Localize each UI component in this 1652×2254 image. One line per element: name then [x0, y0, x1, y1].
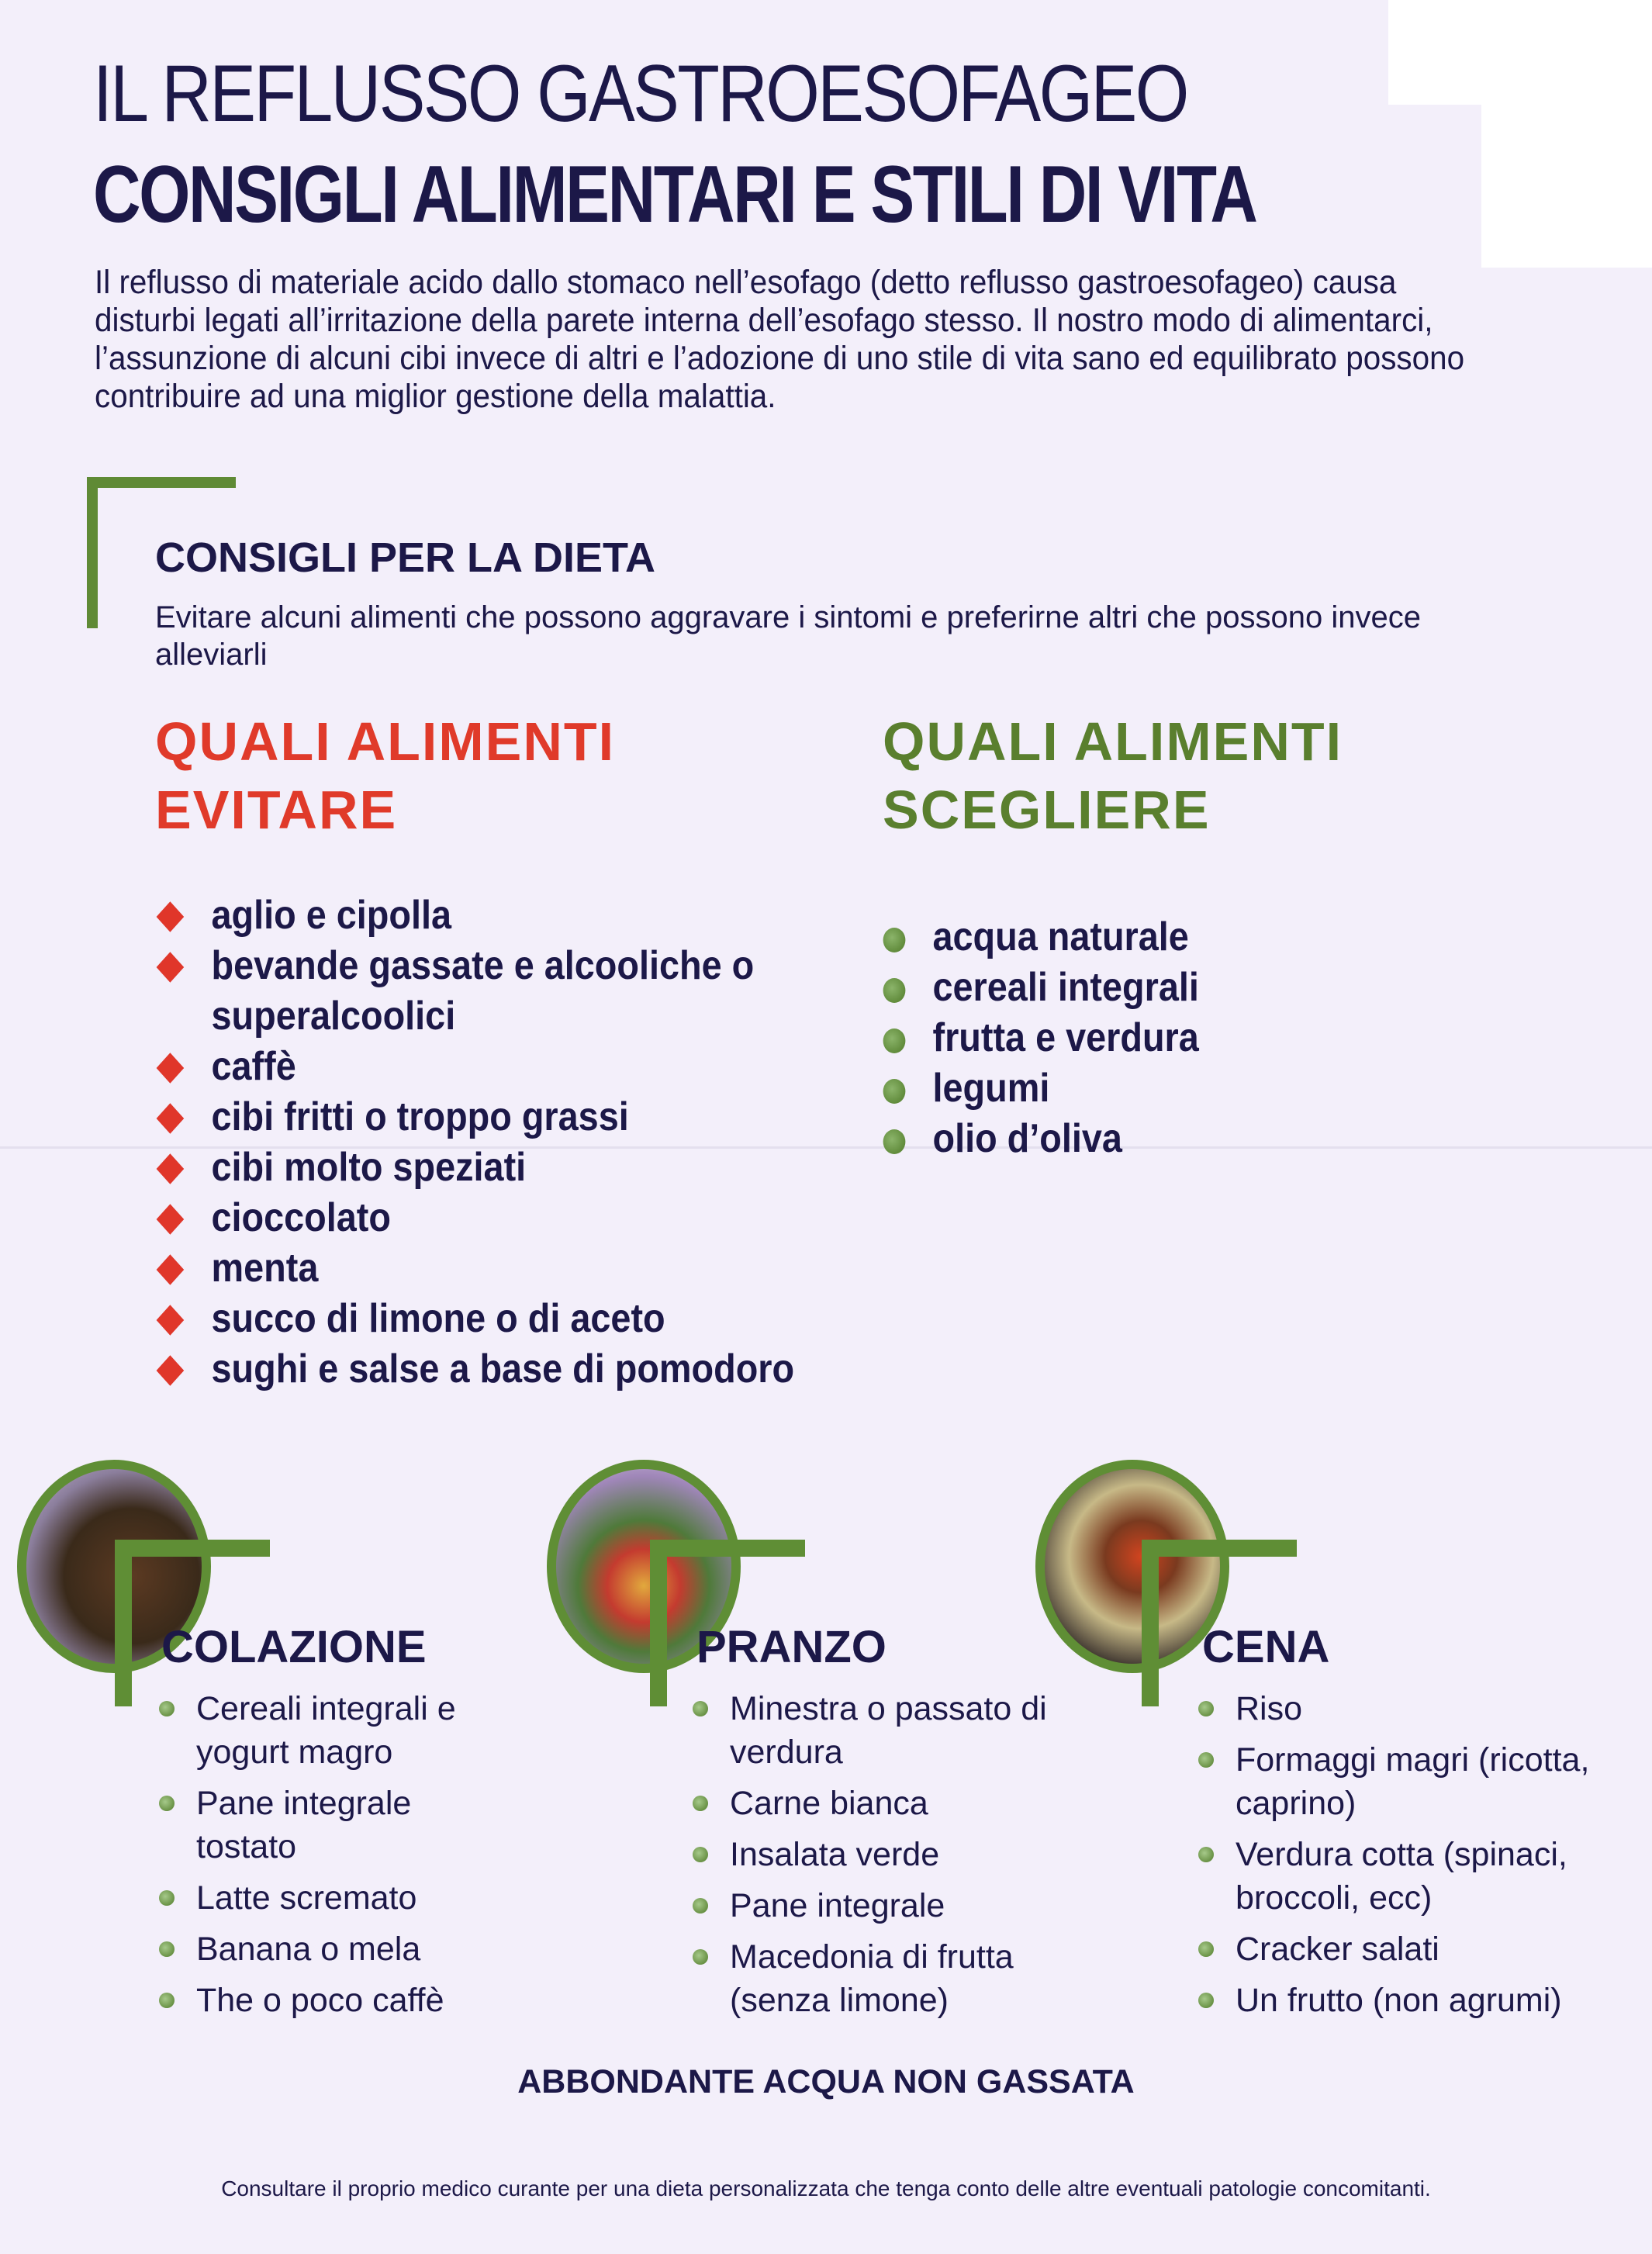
green-dot-icon [159, 1941, 175, 1957]
diet-section-title: CONSIGLI PER LA DIETA [155, 534, 656, 581]
list-item-label: Minestra o passato di verdura [730, 1690, 1047, 1771]
list-item [159, 890, 857, 941]
red-diamond-icon [157, 952, 185, 983]
avoid-food-list [159, 890, 857, 1395]
list-item-label: cibi molto speziati [211, 1145, 527, 1190]
green-dot-icon [883, 1129, 906, 1154]
meal-title: CENA [1202, 1622, 1330, 1672]
list-item-label: Formaggi magri (ricotta, caprino) [1236, 1741, 1590, 1822]
green-dot-icon [1198, 1993, 1214, 2008]
green-dot-icon [159, 1701, 175, 1716]
list-item [693, 1833, 1065, 1876]
list-item-label: Latte scremato [196, 1879, 417, 1917]
avoid-heading-line1: QUALI ALIMENTI [155, 711, 616, 772]
list-item-label: Insalata verde [730, 1836, 940, 1873]
red-diamond-icon [157, 1254, 185, 1285]
green-dot-icon [159, 1993, 175, 2008]
red-diamond-icon [157, 1204, 185, 1235]
meal-bracket-icon [115, 1540, 132, 1706]
list-item [693, 1884, 1065, 1927]
list-item [159, 1344, 857, 1395]
red-diamond-icon [157, 1305, 185, 1336]
choose-heading-line1: QUALI ALIMENTI [883, 711, 1343, 772]
green-dot-icon [883, 1028, 906, 1053]
list-item [1198, 1979, 1617, 2022]
meal-bracket-icon [115, 1540, 270, 1557]
avoid-heading-line2: EVITARE [155, 780, 398, 840]
green-dot-icon [693, 1949, 708, 1965]
section-bracket-icon [87, 477, 236, 488]
list-item [1198, 1738, 1617, 1825]
green-dot-icon [693, 1847, 708, 1862]
list-item [880, 1063, 1509, 1114]
list-item-label: cereali integrali [932, 965, 1199, 1010]
list-item [159, 941, 857, 1042]
list-item [159, 1042, 857, 1092]
list-item [159, 1243, 857, 1294]
meal-item-list [159, 1687, 485, 2030]
list-item-label: The o poco caffè [196, 1982, 444, 2019]
green-dot-icon [883, 928, 906, 952]
green-dot-icon [883, 978, 906, 1003]
green-dot-icon [1198, 1847, 1214, 1862]
list-item-label: Cracker salati [1236, 1931, 1439, 1968]
red-diamond-icon [157, 1153, 185, 1184]
list-item [880, 963, 1509, 1013]
rice-vegetables-photo [1035, 1460, 1229, 1673]
meal-bracket-icon [1142, 1540, 1159, 1706]
list-item-label: Carne bianca [730, 1785, 928, 1822]
green-dot-icon [1198, 1752, 1214, 1768]
meal-title: PRANZO [696, 1622, 886, 1672]
meal-bracket-icon [1142, 1540, 1297, 1557]
green-dot-icon [693, 1701, 708, 1716]
green-dot-icon [159, 1890, 175, 1906]
water-note: ABBONDANTE ACQUA NON GASSATA [517, 2063, 1135, 2100]
list-item-label: Verdura cotta (spinaci, broccoli, ecc) [1236, 1836, 1567, 1917]
list-item [159, 1927, 485, 1971]
green-dot-icon [693, 1796, 708, 1811]
list-item [693, 1782, 1065, 1825]
list-item-label: Banana o mela [196, 1931, 421, 1968]
page-subtitle: CONSIGLI ALIMENTARI E STILI DI VITA [93, 150, 1256, 240]
scan-edge-blank [1481, 105, 1652, 268]
list-item-label: succo di limone o di aceto [211, 1296, 665, 1341]
meal-title: COLAZIONE [161, 1622, 427, 1672]
list-item-label: aglio e cipolla [211, 893, 451, 938]
list-item [693, 1935, 1065, 2022]
diet-section-subtitle: Evitare alcuni alimenti che possono aggravare i sintomi e preferirne altri che possono invece alleviarli [155, 600, 1421, 672]
list-item [693, 1687, 1065, 1774]
intro-paragraph: Il reflusso di materiale acido dallo stomaco nell’esofago (detto reflusso gastroesofageo) causa disturbi legati all’irritazione della parete interna dell’esofago stesso. Il nostro modo di alimentarci, l’assunzione di alcuni cibi invece di altri e l’adozione di uno stile di vita sano ed equilibrato possono contribuire ad una miglior gestione della malattia. [95, 264, 1465, 415]
list-item [159, 1687, 485, 1774]
list-item-label: Pane integrale [730, 1887, 945, 1924]
list-item-label: Un frutto (non agrumi) [1236, 1982, 1562, 2019]
red-diamond-icon [157, 1053, 185, 1084]
list-item [159, 1782, 485, 1869]
red-diamond-icon [157, 901, 185, 932]
green-dot-icon [1198, 1701, 1214, 1716]
green-dot-icon [883, 1079, 906, 1104]
meal-item-list [1198, 1687, 1617, 2030]
list-item [159, 1979, 485, 2022]
choose-food-list [880, 912, 1509, 1164]
choose-heading [883, 707, 1343, 844]
choose-heading-line2: SCEGLIERE [883, 780, 1211, 840]
list-item [880, 1013, 1509, 1063]
scan-edge-blank [1388, 0, 1652, 105]
section-bracket-icon [87, 477, 98, 628]
list-item [880, 912, 1509, 963]
list-item-label: acqua naturale [932, 914, 1189, 959]
meal-bracket-icon [650, 1540, 667, 1706]
red-diamond-icon [157, 1103, 185, 1134]
list-item [880, 1114, 1509, 1164]
list-item-label: legumi [932, 1066, 1050, 1111]
list-item [159, 1092, 857, 1143]
list-item-label: sughi e salse a base di pomodoro [211, 1347, 795, 1391]
list-item [1198, 1687, 1617, 1730]
list-item [159, 1876, 485, 1920]
list-item-label: cibi fritti o troppo grassi [211, 1094, 629, 1139]
disclaimer: Consultare il proprio medico curante per una dieta personalizzata che tenga conto delle altre eventuali patologie concomitanti. [221, 2176, 1431, 2200]
green-dot-icon [1198, 1941, 1214, 1957]
list-item-label: cioccolato [211, 1195, 391, 1240]
list-item [159, 1193, 857, 1243]
meal-bracket-icon [650, 1540, 805, 1557]
list-item-label: bevande gassate e alcooliche o superalcoolici [211, 943, 755, 1039]
page-title: IL REFLUSSO GASTROESOFAGEO [93, 49, 1187, 139]
meal-item-list [693, 1687, 1065, 2030]
avoid-heading [155, 707, 615, 844]
list-item [1198, 1927, 1617, 1971]
list-item-label: Cereali integrali e yogurt magro [196, 1690, 456, 1771]
list-item-label: menta [211, 1246, 319, 1291]
list-item-label: Pane integrale tostato [196, 1785, 412, 1865]
list-item [159, 1294, 857, 1344]
red-diamond-icon [157, 1355, 185, 1386]
green-dot-icon [693, 1898, 708, 1913]
list-item-label: olio d’oliva [932, 1116, 1122, 1161]
list-item-label: Riso [1236, 1690, 1303, 1727]
list-item-label: frutta e verdura [932, 1015, 1199, 1060]
green-dot-icon [159, 1796, 175, 1811]
list-item-label: caffè [211, 1044, 296, 1089]
list-item [1198, 1833, 1617, 1920]
list-item-label: Macedonia di frutta (senza limone) [730, 1938, 1014, 2019]
list-item [159, 1143, 857, 1193]
